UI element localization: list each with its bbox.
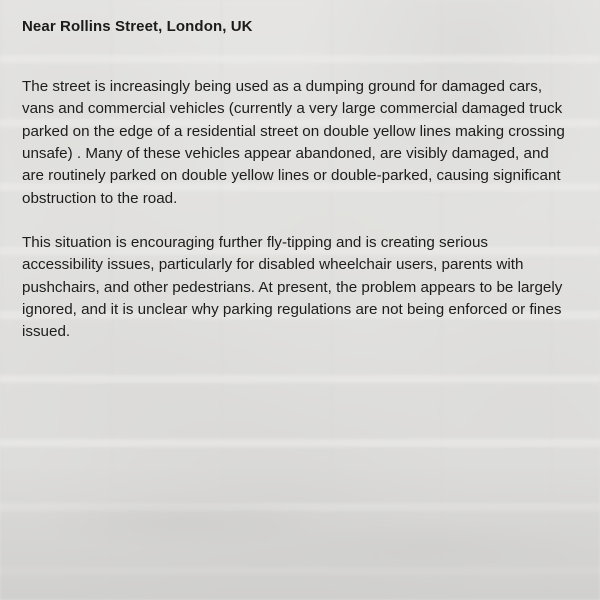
report-paragraph-2: This situation is encouraging further fly-tipping and is creating serious accessibility issues, particularly for disabled wheelchair users, parents with pushchairs, and other pedestrians. At present, the problem appears to be largely ignored, and it is unclear why parking regulations are not being enforced or fines issued. bbox=[22, 234, 563, 341]
report-paragraph-1: The street is increasingly being used as a dumping ground for damaged cars, vans and commercial vehicles (currently a very large commercial damaged truck parked on the edge of a residential street on double yellow lines making crossing unsafe) . Many of these vehicles appear abandoned, are visibly damaged, and are routinely parked on double yellow lines or double-parked, causing significant obstruction to the road. bbox=[22, 78, 565, 207]
page-title: Near Rollins Street, London, UK bbox=[22, 18, 253, 35]
